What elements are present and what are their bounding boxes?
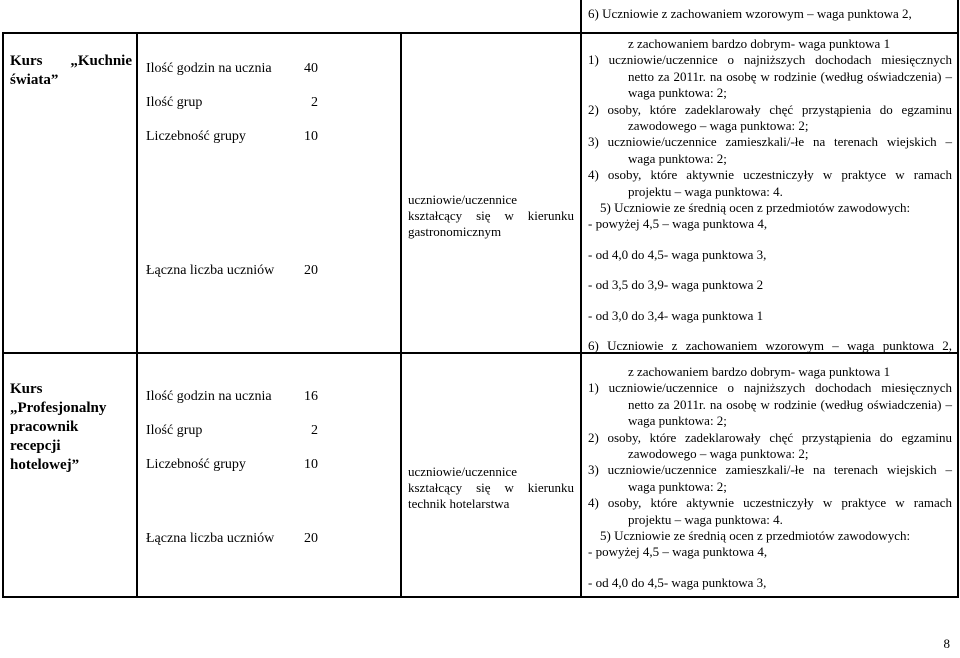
criteria-line: 4) osoby, które aktywnie uczestniczyły w praktyce w ramach <box>588 495 952 511</box>
criteria-line: projektu – waga punktowa: 4. <box>628 511 783 527</box>
course-name-line: „Profesjonalny <box>10 400 107 416</box>
course-name-line: świata” <box>10 72 59 88</box>
criteria-line: - od 3,5 do 3,9- waga punktowa 2 <box>588 277 764 293</box>
stat-label: Ilość grup <box>146 423 203 438</box>
criteria-line: - od 4,0 do 4,5- waga punktowa 3, <box>588 574 767 590</box>
stat-group-size <box>146 128 318 145</box>
stat-label: Łączna liczba uczniów <box>146 531 275 546</box>
criteria-line: 5) Uczniowie ze średnią ocen z przedmiotów zawodowych: <box>600 200 911 216</box>
stat-hours <box>146 60 318 77</box>
course-stats <box>146 388 396 473</box>
course-name-line: Kurs <box>10 381 43 397</box>
criteria-line: 3) uczniowie/uczennice zamieszkali/-łe na terenach wiejskich – <box>588 462 952 478</box>
stat-label: Łączna liczba uczniów <box>146 263 275 278</box>
stat-value: 10 <box>304 457 318 472</box>
criteria-line: 1) uczniowie/uczennice o najniższych dochodach miesięcznych <box>588 52 952 68</box>
criteria-line: waga punktowa: 2; <box>628 150 727 166</box>
stat-value: 40 <box>304 61 318 76</box>
criteria-line: 2) osoby, które zadeklarowały chęć przystąpienia do egzaminu <box>588 429 952 445</box>
target-line: technik hotelarstwa <box>408 496 510 511</box>
criteria-line: 1) uczniowie/uczennice o najniższych dochodach miesięcznych <box>588 380 952 396</box>
recruitment-criteria <box>588 364 952 591</box>
stat-label: Liczebność grupy <box>146 457 246 472</box>
stat-hours <box>146 388 318 405</box>
stat-label: Liczebność grupy <box>146 129 246 144</box>
table-border-top <box>2 32 959 34</box>
stat-label: Ilość godzin na ucznia <box>146 61 272 76</box>
stat-total <box>146 530 318 547</box>
stat-value: 16 <box>304 389 318 404</box>
criteria-line: 4) osoby, które aktywnie uczestniczyły w praktyce w ramach <box>588 167 952 183</box>
stat-value: 2 <box>311 95 318 110</box>
criteria-line: waga punktowa: 2; <box>628 478 727 494</box>
criteria-line: waga punktowa: 2; <box>628 85 727 101</box>
criteria-line: 3) uczniowie/uczennice zamieszkali/-łe na terenach wiejskich – <box>588 134 952 150</box>
course-name <box>10 380 132 475</box>
stat-groups <box>146 94 318 111</box>
criteria-line: - od 3,0 do 3,4- waga punktowa 1 <box>588 307 764 323</box>
criteria-line: 6) Uczniowie z zachowaniem wzorowym – waga punktowa 2, <box>588 338 952 354</box>
criteria-line: projektu – waga punktowa: 4. <box>628 183 783 199</box>
target-group <box>408 192 574 240</box>
stat-value: 20 <box>304 263 318 278</box>
table-border-right <box>957 0 959 598</box>
criteria-line: 2) osoby, które zadeklarowały chęć przystąpienia do egzaminu <box>588 101 952 117</box>
stat-total <box>146 262 318 279</box>
page-number: 8 <box>943 636 950 651</box>
course-name-line: Kurs „Kuchnie <box>10 53 132 69</box>
target-line: kształcący się w kierunku <box>408 480 574 495</box>
target-line: uczniowie/uczennice <box>408 464 517 479</box>
stat-label: Ilość godzin na ucznia <box>146 389 272 404</box>
table-border-bottom <box>2 596 959 598</box>
criteria-line: waga punktowa: 2; <box>628 413 727 429</box>
stat-group-size <box>146 456 318 473</box>
column-divider <box>580 0 582 598</box>
stat-groups <box>146 422 318 439</box>
column-divider <box>400 33 402 598</box>
criteria-line: - powyżej 4,5 – waga punktowa 4, <box>588 216 768 232</box>
course-name-line: pracownik <box>10 419 79 435</box>
criteria-line: zawodowego – waga punktowa: 2; <box>628 118 809 134</box>
table-border-left <box>2 33 4 598</box>
target-line: kształcący się w kierunku <box>408 208 574 223</box>
column-divider <box>136 33 138 598</box>
stat-value: 2 <box>311 423 318 438</box>
target-line: uczniowie/uczennice <box>408 192 517 207</box>
course-name-line: recepcji <box>10 438 61 454</box>
criteria-fragment: 6) Uczniowie z zachowaniem wzorowym – waga punktowa 2, <box>588 6 912 21</box>
criteria-line: zawodowego – waga punktowa: 2; <box>628 446 809 462</box>
target-line: gastronomicznym <box>408 224 502 239</box>
stat-label: Ilość grup <box>146 95 203 110</box>
course-stats <box>146 60 396 145</box>
criteria-line: - od 4,0 do 4,5- waga punktowa 3, <box>588 246 767 262</box>
stat-value: 20 <box>304 531 318 546</box>
recruitment-criteria <box>588 36 952 355</box>
criteria-line: netto za 2011r. na osobę w rodzinie (według oświadczenia) – <box>628 68 952 84</box>
stat-value: 10 <box>304 129 318 144</box>
criteria-line: netto za 2011r. na osobę w rodzinie (według oświadczenia) – <box>628 396 952 412</box>
criteria-line: z zachowaniem bardzo dobrym- waga punktowa 1 <box>628 364 891 379</box>
criteria-line: 5) Uczniowie ze średnią ocen z przedmiotów zawodowych: <box>600 528 911 544</box>
course-name <box>10 52 132 90</box>
criteria-line: - powyżej 4,5 – waga punktowa 4, <box>588 544 768 560</box>
target-group <box>408 464 574 512</box>
criteria-line: z zachowaniem bardzo dobrym- waga punktowa 1 <box>628 36 891 51</box>
course-name-line: hotelowej” <box>10 457 80 473</box>
